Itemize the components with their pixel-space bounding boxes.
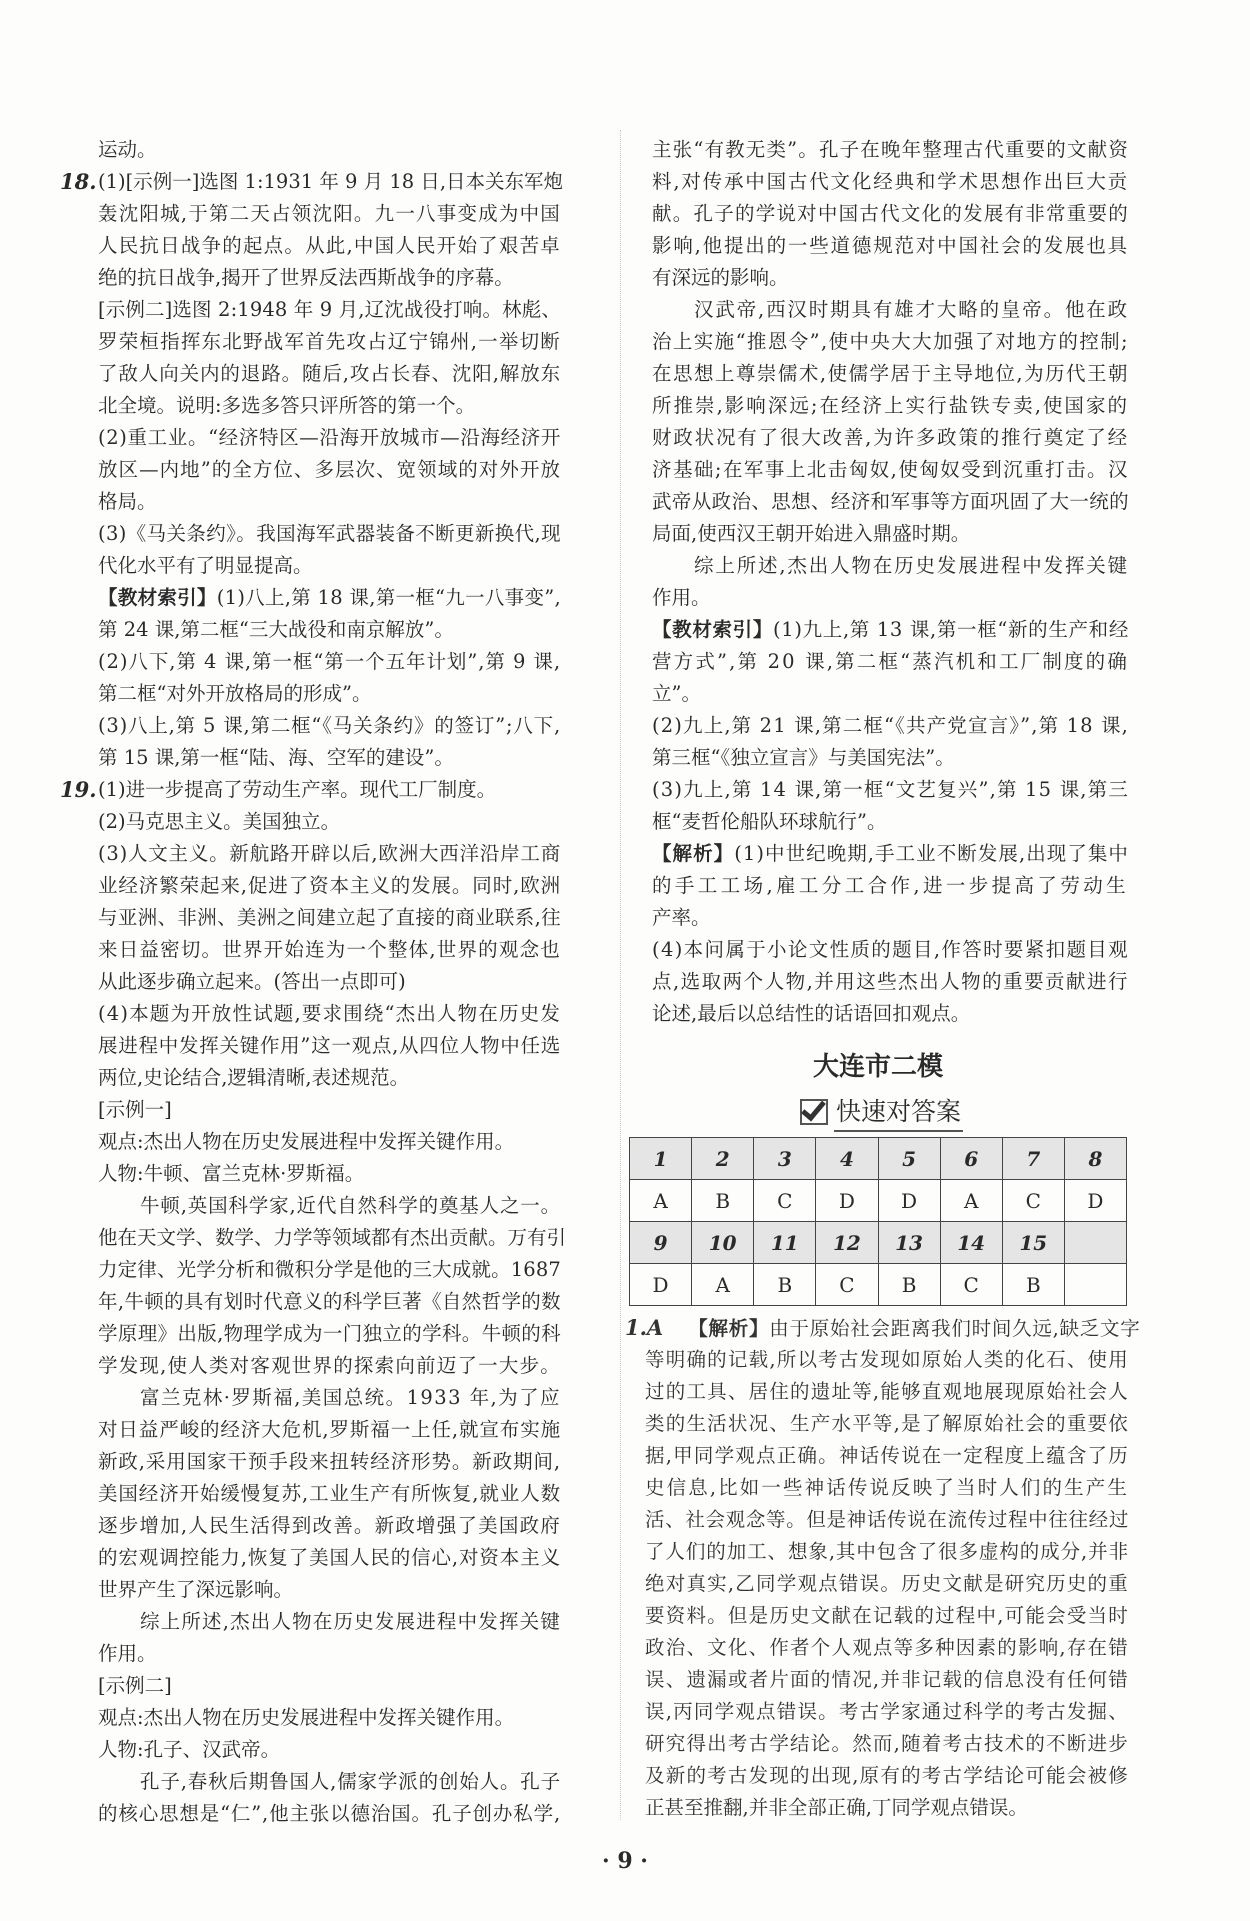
line-text: (2)马克思主义。美国独立。 xyxy=(98,810,341,833)
answer-cell: C xyxy=(816,1264,878,1306)
line-text: 史信息,比如一些神话传说反映了当时人们的生产生 xyxy=(645,1476,1129,1499)
text-line xyxy=(98,1798,562,1830)
line-text: (1)[示例一]选图 1:1931 年 9 月 18 日,日本关东军炮 xyxy=(98,170,564,193)
text-line xyxy=(645,1568,1130,1600)
line-text: 两位,史论结合,逻辑清晰,表述规范。 xyxy=(98,1066,410,1089)
question-number-cell: 7 xyxy=(1002,1138,1064,1180)
line-text: (3)九上,第 14 课,第一框“文艺复兴”,第 15 课,第三 xyxy=(652,778,1129,801)
line-text: 正甚至推翻,并非全部正确,丁同学观点错误。 xyxy=(645,1796,1028,1819)
text-line xyxy=(98,1286,562,1318)
text-line xyxy=(98,230,562,262)
text-line xyxy=(652,838,1130,870)
question-number-cell: 11 xyxy=(754,1222,816,1264)
answer-cell: B xyxy=(878,1264,940,1306)
line-text: 局面,使西汉王朝开始进入鼎盛时期。 xyxy=(652,522,971,545)
text-line xyxy=(652,678,1130,710)
line-text: 的手工工场,雇工分工合作,进一步提高了劳动生 xyxy=(652,874,1129,897)
bold-label: 【解析】 xyxy=(673,1317,770,1340)
line-text: 误,丙同学观点错误。考古学家通过科学的考古发掘、 xyxy=(645,1700,1129,1723)
text-line xyxy=(98,710,562,742)
question-number-cell: 9 xyxy=(630,1222,692,1264)
line-text: 第二框“对外开放格局的形成”。 xyxy=(98,682,372,705)
line-text: (1)八上,第 18 课,第一框“九一八事变”, xyxy=(216,586,561,609)
text-line xyxy=(98,1318,562,1350)
line-text: (3)八上,第 5 课,第二框“《马关条约》的签订”;八下, xyxy=(98,714,561,737)
question-number-cell: 3 xyxy=(754,1138,816,1180)
text-line xyxy=(652,710,1130,742)
text-line xyxy=(652,550,1130,582)
line-text: 罗荣桓指挥东北野战军首先攻占辽宁锦州,一举切断 xyxy=(98,330,561,353)
line-text: 产率。 xyxy=(652,906,711,929)
line-text: (1)进一步提高了劳动生产率。现代工厂制度。 xyxy=(98,778,497,801)
question-number-cell: 6 xyxy=(940,1138,1002,1180)
text-line xyxy=(98,486,562,518)
text-line xyxy=(652,966,1130,998)
text-line xyxy=(652,518,1130,550)
line-text: 了人们的加工、想象,其中包含了很多虚构的成分,并非 xyxy=(645,1540,1129,1563)
line-text: 作用。 xyxy=(652,586,711,609)
text-line xyxy=(652,166,1130,198)
text-line xyxy=(652,806,1130,838)
answer-table xyxy=(629,1137,1127,1306)
text-line xyxy=(60,166,564,198)
text-line xyxy=(652,646,1130,678)
text-line xyxy=(645,1696,1130,1728)
text-line xyxy=(98,358,562,390)
text-line xyxy=(645,1472,1130,1504)
text-line xyxy=(652,742,1130,774)
line-text: (1)中世纪晚期,手工业不断发展,出现了集中 xyxy=(734,842,1129,865)
question-number: 1.A xyxy=(625,1315,664,1340)
text-line xyxy=(645,1728,1130,1760)
text-line xyxy=(645,1344,1130,1376)
line-text: 与亚洲、非洲、美洲之间建立起了直接的商业联系,往 xyxy=(98,906,561,929)
line-text: 格局。 xyxy=(98,490,157,513)
line-text: 立”。 xyxy=(652,682,701,705)
text-line xyxy=(652,230,1130,262)
text-line xyxy=(98,614,562,646)
line-text: 业经济繁荣起来,促进了资本主义的发展。同时,欧洲 xyxy=(98,874,561,897)
text-line xyxy=(652,134,1130,166)
text-line xyxy=(98,806,562,838)
answer-cell: B xyxy=(692,1180,754,1222)
line-text: 济基础;在军事上北击匈奴,使匈奴受到沉重打击。汉 xyxy=(652,458,1129,481)
line-text: 由于原始社会距离我们时间久远,缺乏文字 xyxy=(769,1317,1141,1340)
text-line xyxy=(98,966,562,998)
line-text: 新政,采用国家干预手段来扭转经济形势。新政期间, xyxy=(98,1450,561,1473)
text-line xyxy=(652,294,1130,326)
line-text: 从此逐步确立起来。(答出一点即可) xyxy=(98,970,406,993)
text-line xyxy=(98,998,562,1030)
question-number-cell: 13 xyxy=(878,1222,940,1264)
line-text: 绝对真实,乙同学观点错误。历史文献是研究历史的重 xyxy=(645,1572,1129,1595)
line-text: 观点:杰出人物在历史发展进程中发挥关键作用。 xyxy=(98,1706,515,1729)
question-number-cell: 2 xyxy=(692,1138,754,1180)
question-number-cell xyxy=(1064,1222,1126,1264)
text-line xyxy=(60,774,562,806)
line-text: 逐步增加,人民生活得到改善。新政增强了美国政府 xyxy=(98,1514,561,1537)
line-text: 年,牛顿的具有划时代意义的科学巨著《自然哲学的数 xyxy=(98,1290,561,1313)
line-text: 对日益严峻的经济大危机,罗斯福一上任,就宣布实施 xyxy=(98,1418,561,1441)
text-line xyxy=(98,902,562,934)
line-text: (1)九上,第 13 课,第一框“新的生产和经 xyxy=(773,618,1129,641)
line-text: 学原理》出版,物理学成为一门独立的学科。牛顿的科 xyxy=(98,1322,561,1345)
line-text: 学发现,使人类对客观世界的探索向前迈了一大步。 xyxy=(98,1354,561,1377)
line-text: 放区—内地”的全方位、多层次、宽领域的对外开放 xyxy=(98,458,561,481)
line-text: 研究得出考古学结论。然而,随着考古技术的不断进步 xyxy=(645,1732,1129,1755)
answer-cell: A xyxy=(630,1180,692,1222)
text-line xyxy=(98,742,562,774)
question-number: 19. xyxy=(60,777,97,802)
text-line xyxy=(98,678,562,710)
answer-cell: D xyxy=(1064,1180,1126,1222)
text-line xyxy=(98,390,562,422)
line-text: 过的工具、居住的遗址等,能够直观地展现原始社会人 xyxy=(645,1380,1129,1403)
text-line xyxy=(98,1190,562,1222)
text-line xyxy=(652,454,1130,486)
line-text: 综上所述,杰出人物在历史发展进程中发挥关键 xyxy=(694,554,1129,577)
answer-cell: D xyxy=(630,1264,692,1306)
line-text: 论述,最后以总结性的话语回扣观点。 xyxy=(652,1002,971,1025)
bold-label: 【解析】 xyxy=(652,842,735,865)
text-line xyxy=(652,902,1130,934)
line-text: 人物:牛顿、富兰克林·罗斯福。 xyxy=(98,1162,365,1185)
text-line xyxy=(652,998,1130,1030)
answer-cell: B xyxy=(1002,1264,1064,1306)
text-line xyxy=(652,198,1130,230)
line-text: 政治、文化、作者个人观点等多种因素的影响,存在错 xyxy=(645,1636,1129,1659)
text-line xyxy=(98,870,562,902)
line-text: 了敌人向关内的退路。随后,攻占长春、沈阳,解放东 xyxy=(98,362,561,385)
text-line xyxy=(98,934,562,966)
question-number-cell: 15 xyxy=(1002,1222,1064,1264)
line-text: 第 24 课,第二框“三大战役和南京解放”。 xyxy=(98,618,454,641)
text-line xyxy=(645,1376,1130,1408)
text-line xyxy=(98,262,562,294)
text-line xyxy=(98,1126,562,1158)
text-line xyxy=(98,1606,562,1638)
question-number-cell: 10 xyxy=(692,1222,754,1264)
line-text: (2)八下,第 4 课,第一框“第一个五年计划”,第 9 课, xyxy=(98,650,561,673)
question-number: 18. xyxy=(60,169,97,194)
line-text: 绝的抗日战争,揭开了世界反法西斯战争的序幕。 xyxy=(98,266,514,289)
line-text: 富兰克林·罗斯福,美国总统。1933 年,为了应 xyxy=(140,1386,561,1409)
column-divider xyxy=(620,130,621,1820)
line-text: (3)《马关条约》。我国海军武器装备不断更新换代,现 xyxy=(98,522,561,545)
text-line xyxy=(652,358,1130,390)
line-text: 第 15 课,第一框“陆、海、空军的建设”。 xyxy=(98,746,454,769)
line-text: 所推崇,影响深远;在经济上实行盐铁专卖,使国家的 xyxy=(652,394,1129,417)
line-text: 第三框“《独立宣言》与美国宪法”。 xyxy=(652,746,955,769)
text-line xyxy=(98,1414,562,1446)
line-text: 人物:孔子、汉武帝。 xyxy=(98,1738,281,1761)
text-line xyxy=(98,1702,562,1734)
line-text: [示例二]选图 2:1948 年 9 月,辽沈战役打响。林彪、 xyxy=(98,298,561,321)
text-line xyxy=(645,1504,1130,1536)
line-text: 牛顿,英国科学家,近代自然科学的奠基人之一。 xyxy=(140,1194,561,1217)
line-text: 主张“有教无类”。孔子在晚年整理古代重要的文献资 xyxy=(652,138,1129,161)
text-line xyxy=(652,486,1130,518)
line-text: [示例一] xyxy=(98,1098,172,1121)
answer-cell: C xyxy=(754,1180,816,1222)
question-number-cell: 5 xyxy=(878,1138,940,1180)
line-text: 影响,他提出的一些道德规范对中国社会的发展也具 xyxy=(652,234,1129,257)
line-text: 点,选取两个人物,并用这些杰出人物的重要贡献进行 xyxy=(652,970,1129,993)
explanation-block xyxy=(625,1312,1141,1824)
line-text: (4)本问属于小论文性质的题目,作答时要紧扣题目观 xyxy=(652,938,1129,961)
text-line xyxy=(98,1766,562,1798)
line-text: 要资料。但是历史文献在记载的过程中,可能会受当时 xyxy=(645,1604,1129,1627)
line-text: 综上所述,杰出人物在历史发展进程中发挥关键 xyxy=(140,1610,561,1633)
text-line xyxy=(98,646,562,678)
line-text: 据,甲同学观点正确。神话传说在一定程度上蕴含了历 xyxy=(645,1444,1129,1467)
line-text: 他在天文学、数学、力学等领域都有杰出贡献。万有引 xyxy=(98,1226,567,1249)
line-text: 及新的考古发现的出现,原有的考古学结论可能会被修 xyxy=(645,1764,1129,1787)
text-line xyxy=(98,1734,562,1766)
text-line xyxy=(98,582,562,614)
question-number-cell: 8 xyxy=(1064,1138,1126,1180)
answer-row xyxy=(630,1264,1127,1306)
question-number-row xyxy=(630,1222,1127,1264)
question-number-cell: 14 xyxy=(940,1222,1002,1264)
line-text: 在思想上尊崇儒术,使儒学居于主导地位,为历代王朝 xyxy=(652,362,1129,385)
text-line xyxy=(625,1312,1141,1344)
line-text: 有深远的影响。 xyxy=(652,266,789,289)
line-text: 孔子,春秋后期鲁国人,儒家学派的创始人。孔子 xyxy=(140,1770,561,1793)
text-line xyxy=(98,1062,562,1094)
text-line xyxy=(98,1638,562,1670)
answer-cell: B xyxy=(754,1264,816,1306)
bold-label: 【教材索引】 xyxy=(98,586,217,609)
right-column xyxy=(652,134,1130,1030)
text-line xyxy=(645,1440,1130,1472)
text-line xyxy=(98,1158,562,1190)
line-text: 等明确的记载,所以考古发现如原始人类的化石、使用 xyxy=(645,1348,1129,1371)
text-line xyxy=(98,1350,562,1382)
text-line xyxy=(98,198,562,230)
line-text: 类的生活状况、生产水平等,是了解原始社会的重要依 xyxy=(645,1412,1129,1435)
line-text: 活、社会观念等。但是神话传说在流传过程中往往经过 xyxy=(645,1508,1129,1531)
text-line xyxy=(652,390,1130,422)
line-text: 的宏观调控能力,恢复了美国人民的信心,对资本主义 xyxy=(98,1546,561,1569)
text-line xyxy=(645,1632,1130,1664)
question-number-cell: 1 xyxy=(630,1138,692,1180)
text-line xyxy=(645,1408,1130,1440)
question-number-cell: 12 xyxy=(816,1222,878,1264)
question-number-row xyxy=(630,1138,1127,1180)
text-line xyxy=(652,774,1130,806)
line-text: 北全境。说明:多选多答只评所答的第一个。 xyxy=(98,394,476,417)
line-text: 轰沈阳城,于第二天占领沈阳。九一八事变成为中国 xyxy=(98,202,561,225)
text-line xyxy=(98,294,562,326)
text-line xyxy=(652,422,1130,454)
text-line xyxy=(652,582,1130,614)
page-number: · 9 · xyxy=(602,1848,648,1874)
line-text: 汉武帝,西汉时期具有雄才大略的皇帝。他在政 xyxy=(694,298,1129,321)
line-text: 营方式”,第 20 课,第二框“蒸汽机和工厂制度的确 xyxy=(652,650,1129,673)
text-line xyxy=(98,326,562,358)
text-line xyxy=(98,518,562,550)
text-line xyxy=(98,134,562,166)
text-line xyxy=(652,934,1130,966)
line-text: 来日益密切。世界开始连为一个整体,世界的观念也 xyxy=(98,938,561,961)
text-line xyxy=(98,1382,562,1414)
line-text: 料,对传承中国古代文化经典和学术思想作出巨大贡 xyxy=(652,170,1129,193)
text-line xyxy=(645,1536,1130,1568)
text-line xyxy=(645,1760,1130,1792)
line-text: 的核心思想是“仁”,他主张以德治国。孔子创办私学, xyxy=(98,1802,561,1825)
text-line xyxy=(98,1254,562,1286)
line-text: 误、遗漏或者片面的情况,并非记载的信息没有任何错 xyxy=(645,1668,1129,1691)
text-line xyxy=(98,1670,562,1702)
text-line xyxy=(98,550,562,582)
line-text: 观点:杰出人物在历史发展进程中发挥关键作用。 xyxy=(98,1130,515,1153)
text-line xyxy=(98,1542,562,1574)
answer-cell: A xyxy=(940,1180,1002,1222)
text-line xyxy=(98,1094,562,1126)
bold-label: 【教材索引】 xyxy=(652,618,773,641)
text-line xyxy=(652,326,1130,358)
quick-answers-header xyxy=(800,1092,963,1132)
question-number-cell: 4 xyxy=(816,1138,878,1180)
answer-cell: A xyxy=(692,1264,754,1306)
line-text: 治上实施“推恩令”,使中央大大加强了对地方的控制; xyxy=(652,330,1129,353)
line-text: (2)九上,第 21 课,第二框“《共产党宣言》”,第 18 课, xyxy=(652,714,1129,737)
line-text: 美国经济开始缓慢复苏,工业生产有所恢复,就业人数 xyxy=(98,1482,561,1505)
answer-cell: C xyxy=(1002,1180,1064,1222)
text-line xyxy=(98,1510,562,1542)
text-line xyxy=(98,1478,562,1510)
line-text: 代化水平有了明显提高。 xyxy=(98,554,313,577)
line-text: (4)本题为开放性试题,要求围绕“杰出人物在历史发 xyxy=(98,1002,561,1025)
line-text: 力定律、光学分析和微积分学是他的三大成就。1687 xyxy=(98,1258,561,1281)
text-line xyxy=(645,1792,1130,1824)
text-line xyxy=(98,1446,562,1478)
text-line xyxy=(98,454,562,486)
text-line xyxy=(98,1030,562,1062)
line-text: [示例二] xyxy=(98,1674,172,1697)
section-heading: 大连市二模 xyxy=(812,1052,943,1082)
text-line xyxy=(645,1664,1130,1696)
answer-row xyxy=(630,1180,1127,1222)
line-text: (3)人文主义。新航路开辟以后,欧洲大西洋沿岸工商 xyxy=(98,842,561,865)
line-text: 献。孔子的学说对中国古代文化的发展有非常重要的 xyxy=(652,202,1129,225)
line-text: 武帝从政治、思想、经济和军事等方面巩固了大一统的 xyxy=(652,490,1129,513)
line-text: 框“麦哲伦船队环球航行”。 xyxy=(652,810,887,833)
line-text: 展进程中发挥关键作用”这一观点,从四位人物中任选 xyxy=(98,1034,561,1057)
line-text: 运动。 xyxy=(98,138,157,161)
quick-answers-title: 快速对答案 xyxy=(834,1092,963,1132)
line-text: 财政状况有了很大改善,为许多政策的推行奠定了经 xyxy=(652,426,1129,449)
line-text: 世界产生了深远影响。 xyxy=(98,1578,294,1601)
text-line xyxy=(98,1574,562,1606)
line-text: 人民抗日战争的起点。从此,中国人民开始了艰苦卓 xyxy=(98,234,561,257)
text-line xyxy=(652,262,1130,294)
text-line xyxy=(98,422,562,454)
answer-cell: D xyxy=(878,1180,940,1222)
answer-cell: C xyxy=(940,1264,1002,1306)
left-column xyxy=(60,134,567,1830)
text-line xyxy=(652,614,1130,646)
text-line xyxy=(645,1600,1130,1632)
line-text: (2)重工业。“经济特区—沿海开放城市—沿海经济开 xyxy=(98,426,561,449)
answer-cell: D xyxy=(816,1180,878,1222)
text-line xyxy=(652,870,1130,902)
text-line xyxy=(98,838,562,870)
line-text: 作用。 xyxy=(98,1642,157,1665)
text-line xyxy=(98,1222,567,1254)
checkbox-check-icon xyxy=(800,1099,828,1125)
answer-cell xyxy=(1064,1264,1126,1306)
